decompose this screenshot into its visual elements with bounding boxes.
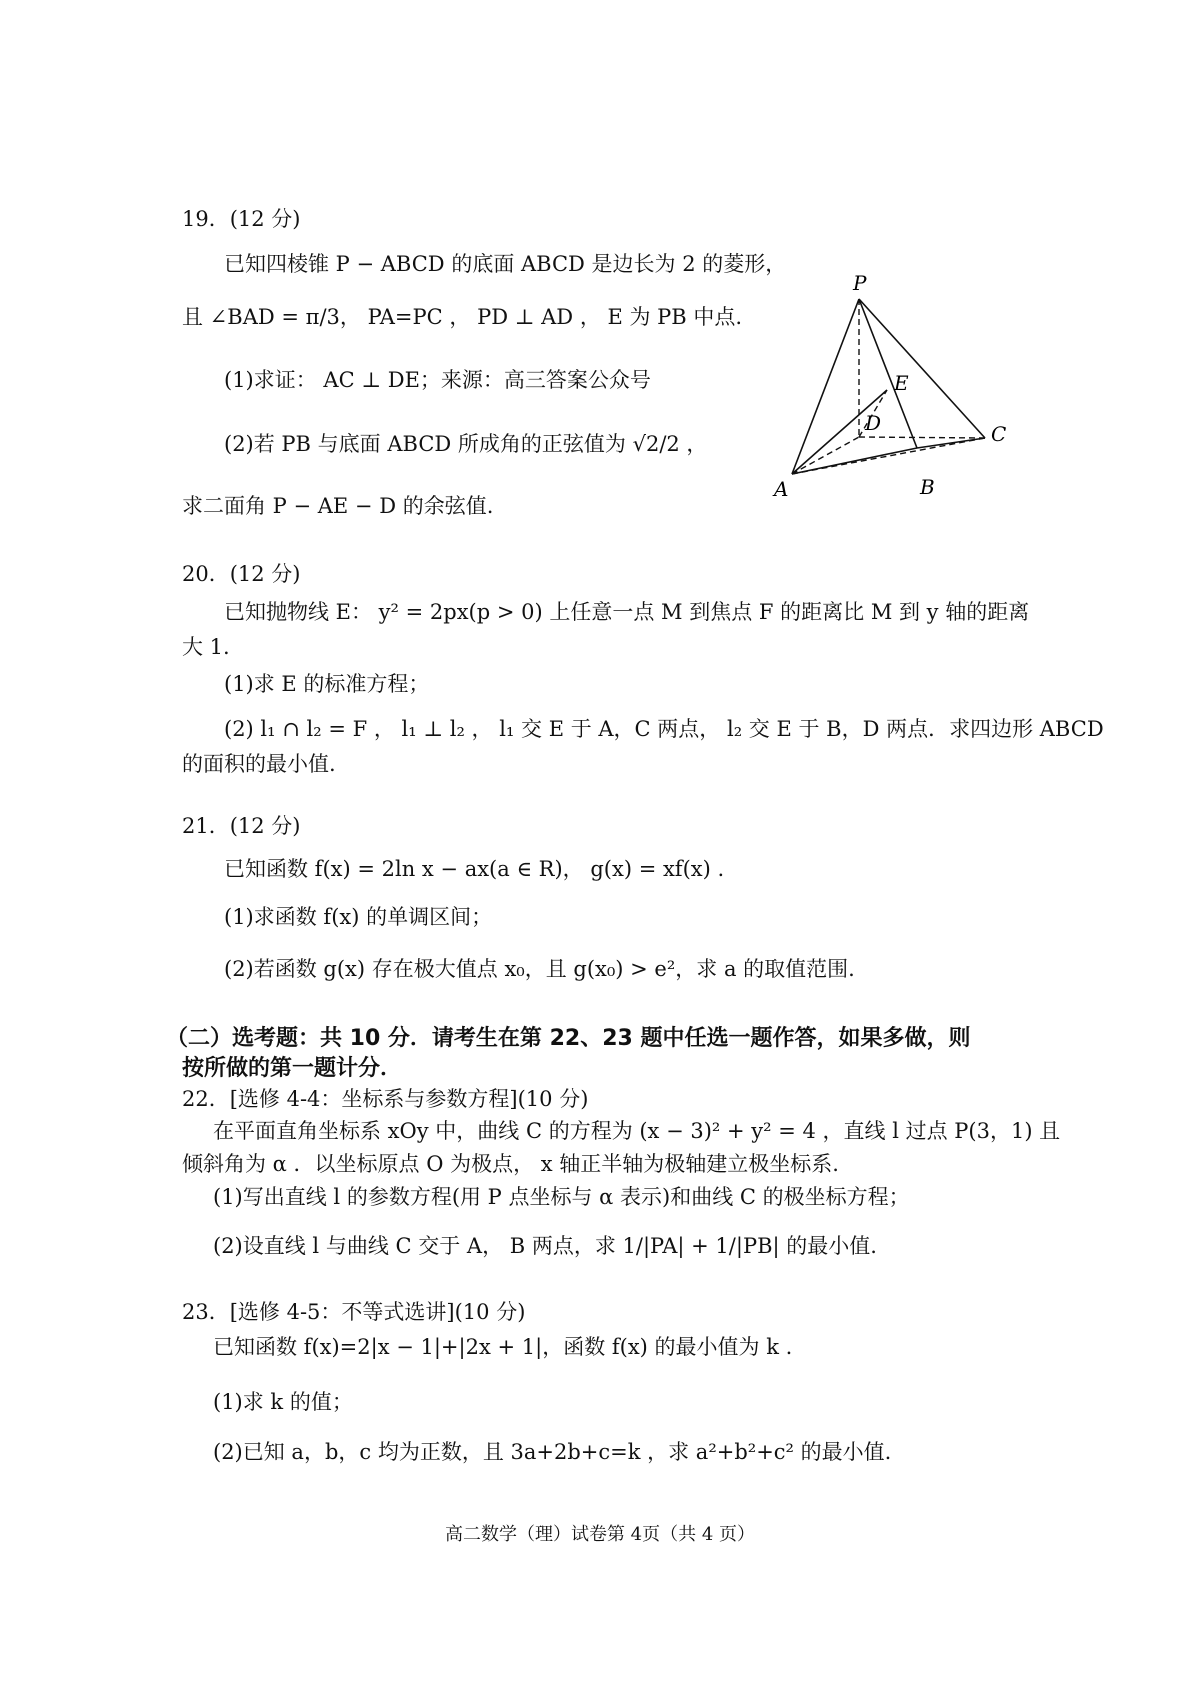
q23-part2: (2)已知 a，b，c 均为正数，且 3a+2b+c=k ，求 a²+b²+c² 的最小值. [213, 1440, 892, 1464]
pyramid-figure [760, 262, 1020, 502]
q23-part1: (1)求 k 的值； [213, 1390, 353, 1414]
section2-line2: 按所做的第一题计分． [182, 1056, 403, 1081]
q21-stem: 已知函数 f(x) = 2ln x − ax(a ∈ R)， g(x) = xf(x) . [224, 857, 725, 881]
q19-stem-line1: 已知四棱锥 P − ABCD 的底面 ABCD 是边长为 2 的菱形， [224, 252, 787, 276]
q21-part1: (1)求函数 f(x) 的单调区间； [224, 905, 493, 929]
q23-stem: 已知函数 f(x)=2|x − 1|+|2x + 1|，函数 f(x) 的最小值为 k . [213, 1335, 793, 1359]
q20-header: 20．(12 分) [182, 562, 301, 586]
q21-part2: (2)若函数 g(x) 存在极大值点 x₀，且 g(x₀) > e²，求 a 的取值范围. [224, 957, 855, 981]
section2-line1: （二）选考题：共 10 分．请考生在第 22、23 题中任选一题作答，如果多做，则 [166, 1026, 971, 1051]
q22-header: 22．[选修 4-4：坐标系与参数方程](10 分) [182, 1087, 589, 1111]
page-footer: 高二数学（理）试卷第 4页（共 4 页） [444, 1524, 756, 1545]
label-P: P [853, 271, 867, 295]
q22-stem-line2: 倾斜角为 α ．以坐标原点 O 为极点， x 轴正半轴为极轴建立极坐标系. [182, 1152, 839, 1176]
label-C: C [991, 422, 1007, 446]
q19-part1: (1)求证： AC ⊥ DE；来源：高三答案公众号 [224, 368, 651, 392]
q20-stem-line2: 大 1. [182, 635, 230, 659]
q19-part2-cont: 求二面角 P − AE − D 的余弦值. [182, 494, 494, 518]
q19-header: 19．(12 分) [182, 207, 301, 231]
q22-part1: (1)写出直线 l 的参数方程(用 P 点坐标与 α 表示)和曲线 C 的极坐标方程； [213, 1185, 910, 1209]
q19-stem-line2: 且 ∠BAD = π/3， PA=PC ， PD ⊥ AD ， E 为 PB 中点. [182, 305, 743, 329]
label-B: B [920, 475, 935, 499]
label-E: E [894, 371, 909, 395]
q20-part2-line1: (2) l₁ ∩ l₂ = F ， l₁ ⊥ l₂ ， l₁ 交 E 于 A，C 两点， l₂ 交 E 于 B，D 两点．求四边形 ABCD [224, 717, 1104, 741]
q20-stem-line1: 已知抛物线 E： y² = 2px(p > 0) 上任意一点 M 到焦点 F 的距离比 M 到 y 轴的距离 [224, 600, 1030, 624]
q20-part1: (1)求 E 的标准方程； [224, 672, 430, 696]
q20-part2-line2: 的面积的最小值. [182, 752, 336, 776]
q19-part2: (2)若 PB 与底面 ABCD 所成角的正弦值为 √2/2 ， [224, 432, 708, 456]
q23-header: 23．[选修 4-5：不等式选讲](10 分) [182, 1300, 526, 1324]
label-A: A [774, 477, 789, 501]
q22-part2: (2)设直线 l 与曲线 C 交于 A， B 两点，求 1/|PA| + 1/|PB| 的最小值. [213, 1234, 877, 1258]
q22-stem-line1: 在平面直角坐标系 xOy 中，曲线 C 的方程为 (x − 3)² + y² = 4 ，直线 l 过点 P(3，1) 且 [213, 1119, 1061, 1143]
label-D: D [865, 411, 882, 435]
q21-header: 21．(12 分) [182, 814, 301, 838]
